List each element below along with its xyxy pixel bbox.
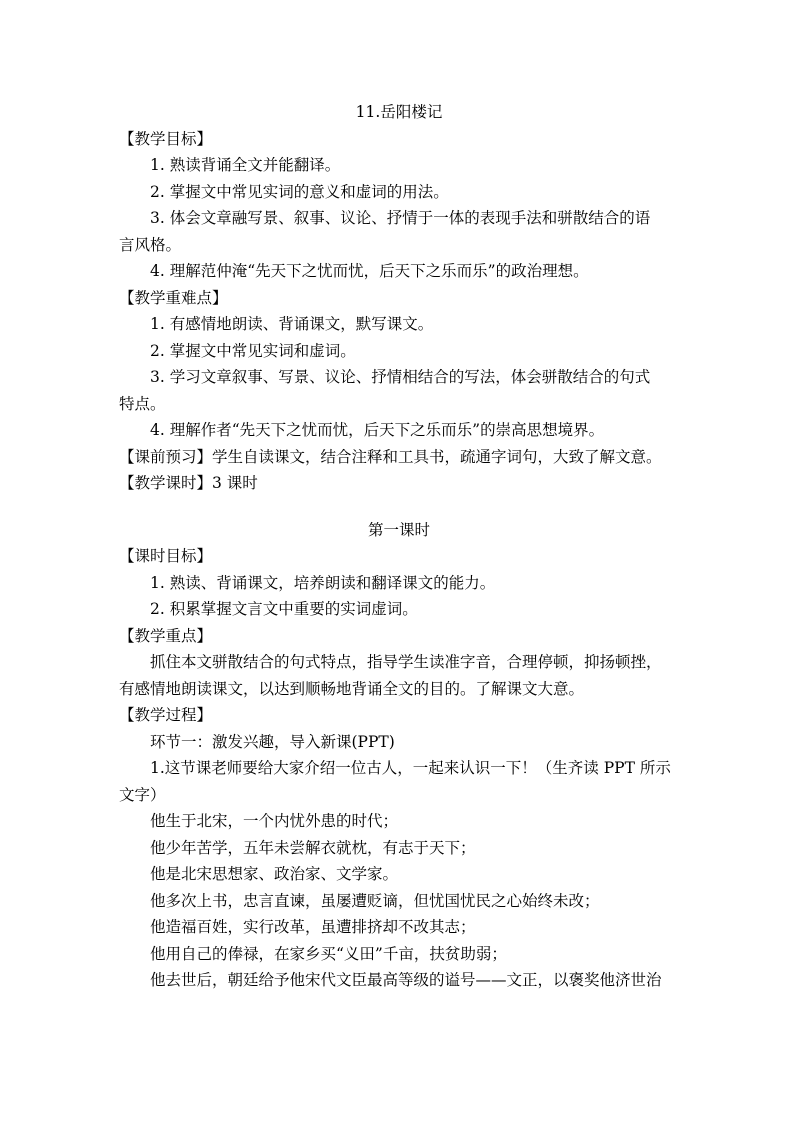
section-gap bbox=[119, 497, 679, 517]
lesson-title: 第一课时 bbox=[367, 520, 430, 539]
document-title: 11.岳阳楼记 bbox=[355, 103, 443, 121]
process-line: 他去世后，朝廷给予他宋代文臣最高等级的谥号——文正，以褒奖他济世治 bbox=[150, 971, 662, 989]
objectives-heading: 【教学目标】 bbox=[119, 129, 213, 148]
lesson-focus-heading: 【教学重点】 bbox=[119, 626, 213, 645]
key-point-item: 2. 掌握文中常见实词和虚词。 bbox=[150, 341, 356, 360]
lesson-goal-item: 1. 熟读、背诵课文，培养朗读和翻译课文的能力。 bbox=[150, 573, 496, 592]
process-line: 他多次上书，忠言直谏，虽屡遭贬谪，但忧国忧民之心始终未改； bbox=[150, 891, 600, 910]
lesson-focus-text: 抓住本文骈散结合的句式特点，指导学生读准字音，合理停顿，抑扬顿挫， bbox=[150, 653, 662, 671]
process-line: 他是北宋思想家、政治家、文学家。 bbox=[150, 865, 399, 883]
process-line: 他少年苦学，五年未尝解衣就枕，有志于天下； bbox=[150, 838, 476, 857]
objective-item: 1. 熟读背诵全文并能翻译。 bbox=[150, 156, 341, 174]
class-hours: 【教学课时】3 课时 bbox=[119, 474, 258, 492]
process-line: 1.这节课老师要给大家介绍一位古人，一起来认识一下！（生齐读 PPT 所示 bbox=[150, 759, 671, 777]
process-line-continued: 文字） bbox=[119, 785, 166, 804]
objective-item-continued: 言风格。 bbox=[119, 235, 182, 254]
lesson-focus-text-continued: 有感情地朗读课文，以达到顺畅地背诵全文的目的。了解课文大意。 bbox=[119, 679, 585, 698]
key-point-item: 4. 理解作者“先天下之忧而忧，后天下之乐而乐”的崇高思想境界。 bbox=[150, 421, 605, 439]
key-point-item: 3. 学习文章叙事、写景、议论、抒情相结合的写法，体会骈散结合的句式 bbox=[150, 368, 651, 386]
lesson-goals-heading: 【课时目标】 bbox=[119, 547, 213, 565]
objective-item: 4. 理解范仲淹“先天下之忧而忧，后天下之乐而乐”的政治理想。 bbox=[150, 262, 589, 280]
process-line: 他生于北宋，一个内忧外患的时代； bbox=[150, 812, 399, 830]
objective-item: 2. 掌握文中常见实词的意义和虚词的用法。 bbox=[150, 182, 449, 201]
lesson-process-heading: 【教学过程】 bbox=[119, 706, 213, 724]
objective-item: 3. 体会文章融写景、叙事、议论、抒情于一体的表现手法和骈散结合的语 bbox=[150, 209, 651, 227]
process-line: 他用自己的俸禄，在家乡买“义田”千亩，扶贫助弱； bbox=[150, 944, 507, 963]
key-point-item-continued: 特点。 bbox=[119, 394, 166, 413]
preview-paragraph: 【课前预习】学生自读课文，结合注释和工具书，疏通字词句，大致了解文意。 bbox=[119, 447, 662, 466]
key-point-item: 1. 有感情地朗读、背诵课文，默写课文。 bbox=[150, 315, 434, 333]
document-page bbox=[119, 99, 679, 994]
key-points-heading: 【教学重难点】 bbox=[119, 288, 228, 307]
process-line: 他造福百姓，实行改革，虽遭排挤却不改其志； bbox=[150, 918, 476, 936]
lesson-goal-item: 2. 积累掌握文言文中重要的实词虚词。 bbox=[150, 600, 418, 618]
process-line: 环节一：激发兴趣，导入新课(PPT) bbox=[150, 732, 395, 751]
